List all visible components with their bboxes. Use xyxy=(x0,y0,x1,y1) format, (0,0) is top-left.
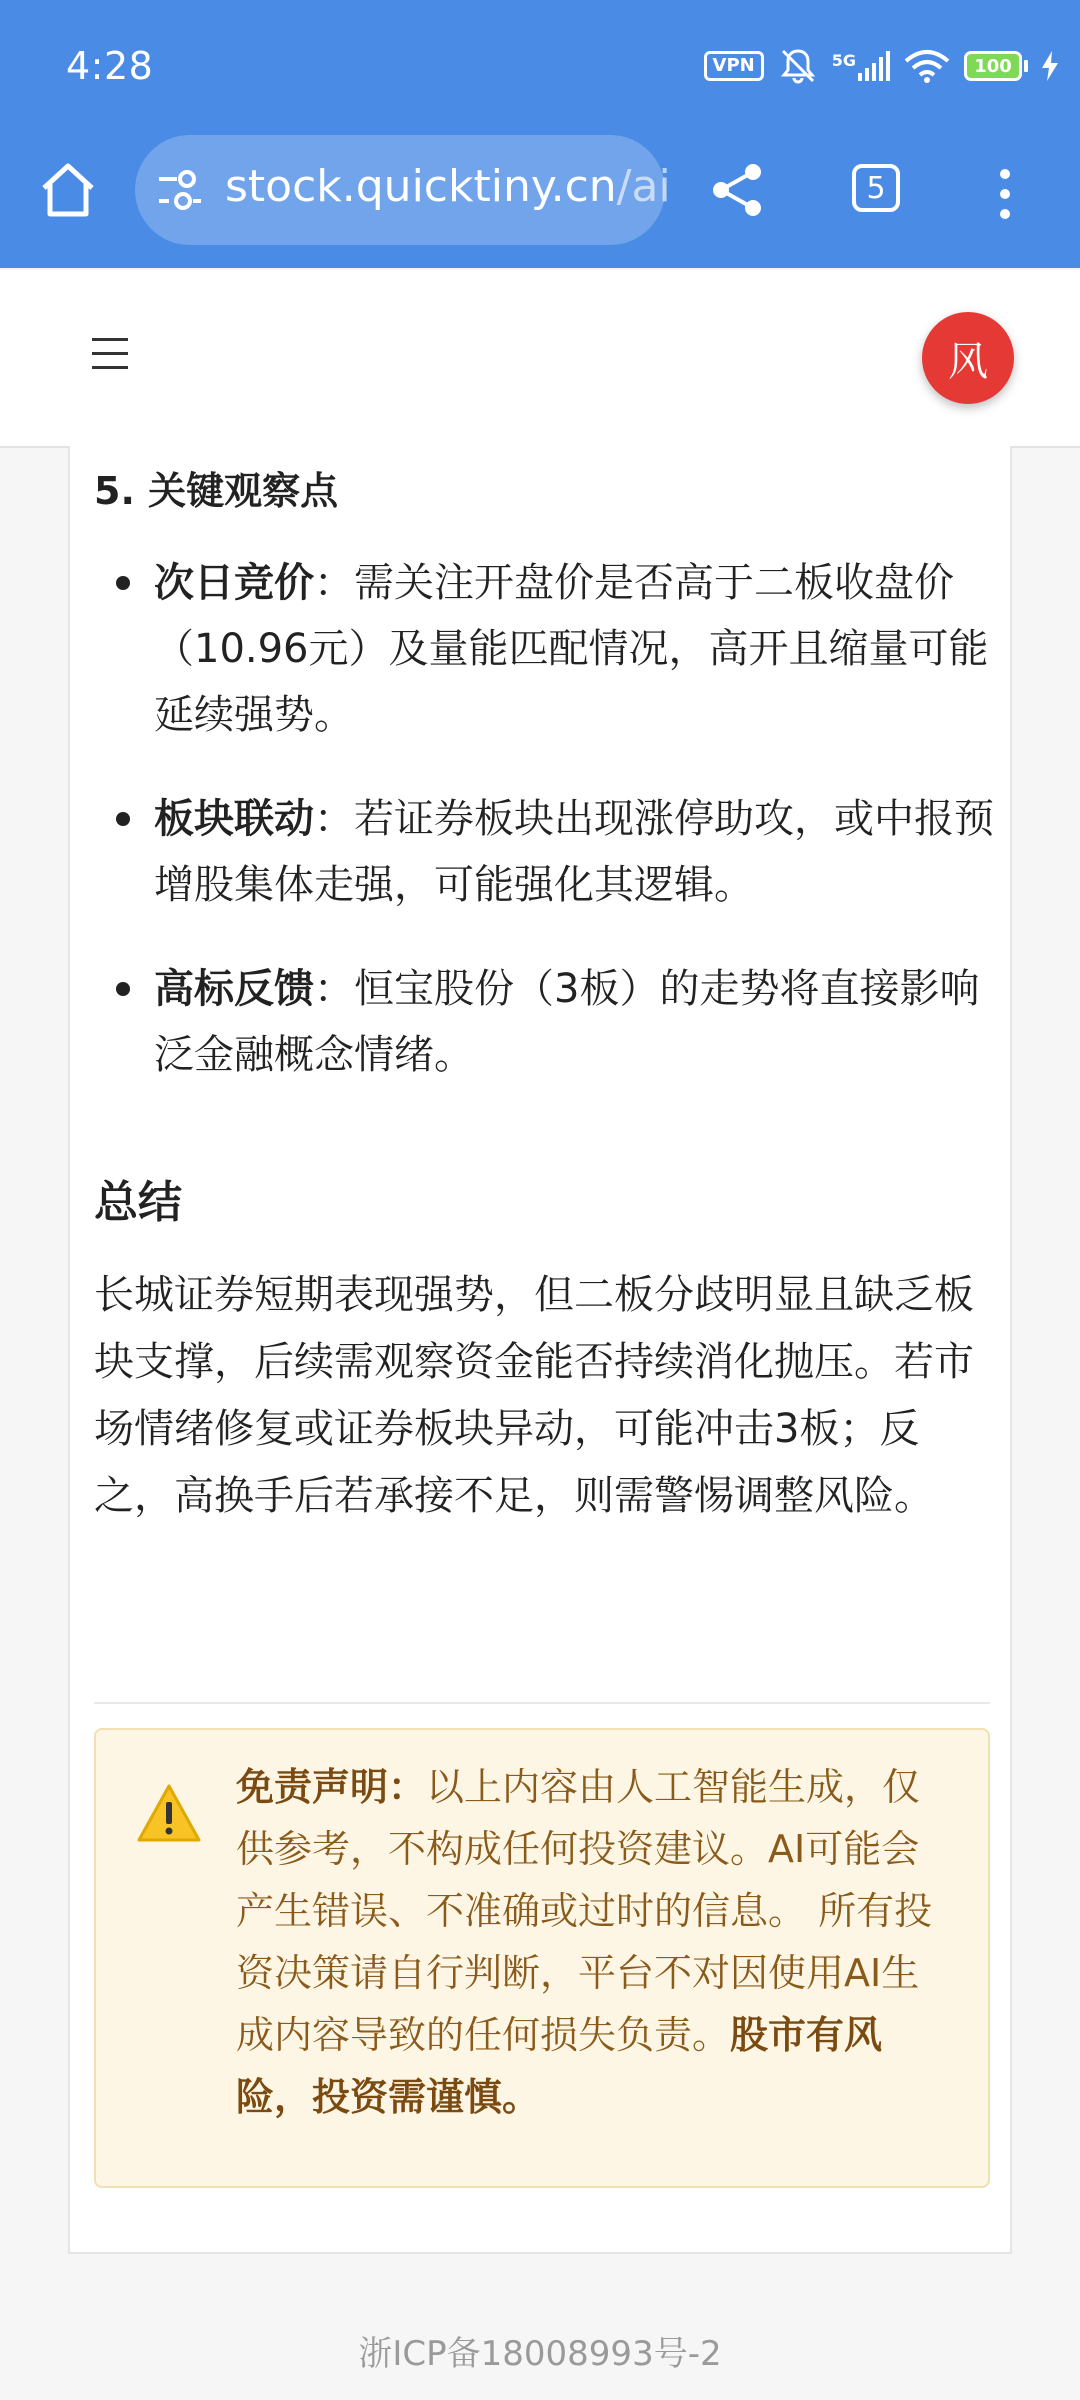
list-item: 高标反馈：恒宝股份（3板）的走势将直接影响泛金融概念情绪。 xyxy=(94,956,994,1088)
url-row xyxy=(0,130,1080,268)
url-text[interactable] xyxy=(225,161,671,212)
section-heading: 5. 关键观察点 xyxy=(94,469,339,513)
warning-icon xyxy=(136,1782,202,1844)
signal-icon xyxy=(832,51,890,81)
bullet-title: 次日竞价 xyxy=(154,560,314,606)
battery-indicator: 100 xyxy=(964,51,1028,81)
observation-list xyxy=(94,550,994,1126)
url-domain: stock.quicktiny.cn xyxy=(225,161,617,212)
more-vert-icon[interactable] xyxy=(990,164,1020,224)
charging-icon xyxy=(1042,51,1058,81)
disclaimer-box xyxy=(94,1728,990,2188)
content-card xyxy=(68,446,1012,2254)
bullet-dot xyxy=(116,576,130,590)
menu-icon[interactable] xyxy=(92,338,132,378)
url-path: /ai xyxy=(616,161,671,212)
bullet-title: 板块联动 xyxy=(154,796,314,842)
site-settings-icon[interactable] xyxy=(155,165,205,215)
summary-title: 总结 xyxy=(94,1177,182,1228)
status-bar xyxy=(0,0,1080,130)
status-icons xyxy=(704,46,1058,86)
bullet-text: 恒宝股份（3板）的走势将直接影响泛金融概念情绪。 xyxy=(154,966,980,1078)
address-bar[interactable] xyxy=(135,135,671,245)
vpn-badge: VPN xyxy=(704,51,764,81)
status-time: 4:28 xyxy=(66,44,154,88)
share-icon[interactable] xyxy=(707,160,767,220)
divider xyxy=(94,1702,990,1704)
disclaimer-body: 以上内容由人工智能生成，仅供参考，不构成任何投资建议。AI可能会产生错误、不准确或过时的信息。 所有投资决策请自行判断，平台不对因使用AI生成内容导致的任何损失负责。 xyxy=(236,1765,933,2057)
avatar[interactable]: 风 xyxy=(922,312,1014,404)
wifi-icon xyxy=(904,49,950,83)
network-type: 5G xyxy=(831,51,856,70)
summary-text: 长城证券短期表现强势，但二板分歧明显且缺乏板块支撑，后续需观察资金能否持续消化抛压。若市场情绪修复或证券板块异动，可能冲击3板；反之，高换手后若承接不足，则需警惕调整风险。 xyxy=(94,1272,974,1519)
bullet-dot xyxy=(116,812,130,826)
list-item: 板块联动：若证券板块出现涨停助攻，或中报预增股集体走强，可能强化其逻辑。 xyxy=(94,786,994,918)
site-header xyxy=(0,270,1080,448)
disclaimer-emphasis: 股市有风险，投资需谨慎。 xyxy=(236,2013,883,2119)
bullet-title: 高标反馈 xyxy=(154,966,314,1012)
bullet-text: 需关注开盘价是否高于二板收盘价（10.96元）及量能匹配情况，高开且缩量可能延续强势。 xyxy=(154,560,989,738)
disclaimer-label: 免责声明： xyxy=(236,1765,427,1809)
list-item: 次日竞价：需关注开盘价是否高于二板收盘价（10.96元）及量能匹配情况，高开且缩量可能延续强势。 xyxy=(94,550,994,748)
bullet-text: 若证券板块出现涨停助攻，或中报预增股集体走强，可能强化其逻辑。 xyxy=(154,796,994,908)
disclaimer-text xyxy=(236,1756,956,2128)
bullet-dot xyxy=(116,982,130,996)
footer-icp-link[interactable]: 浙ICP备18008993号-2 xyxy=(358,2334,722,2374)
home-icon[interactable] xyxy=(36,158,100,222)
mute-icon xyxy=(778,46,818,86)
tabs-icon[interactable]: 5 xyxy=(852,164,900,212)
browser-toolbar xyxy=(0,0,1080,268)
